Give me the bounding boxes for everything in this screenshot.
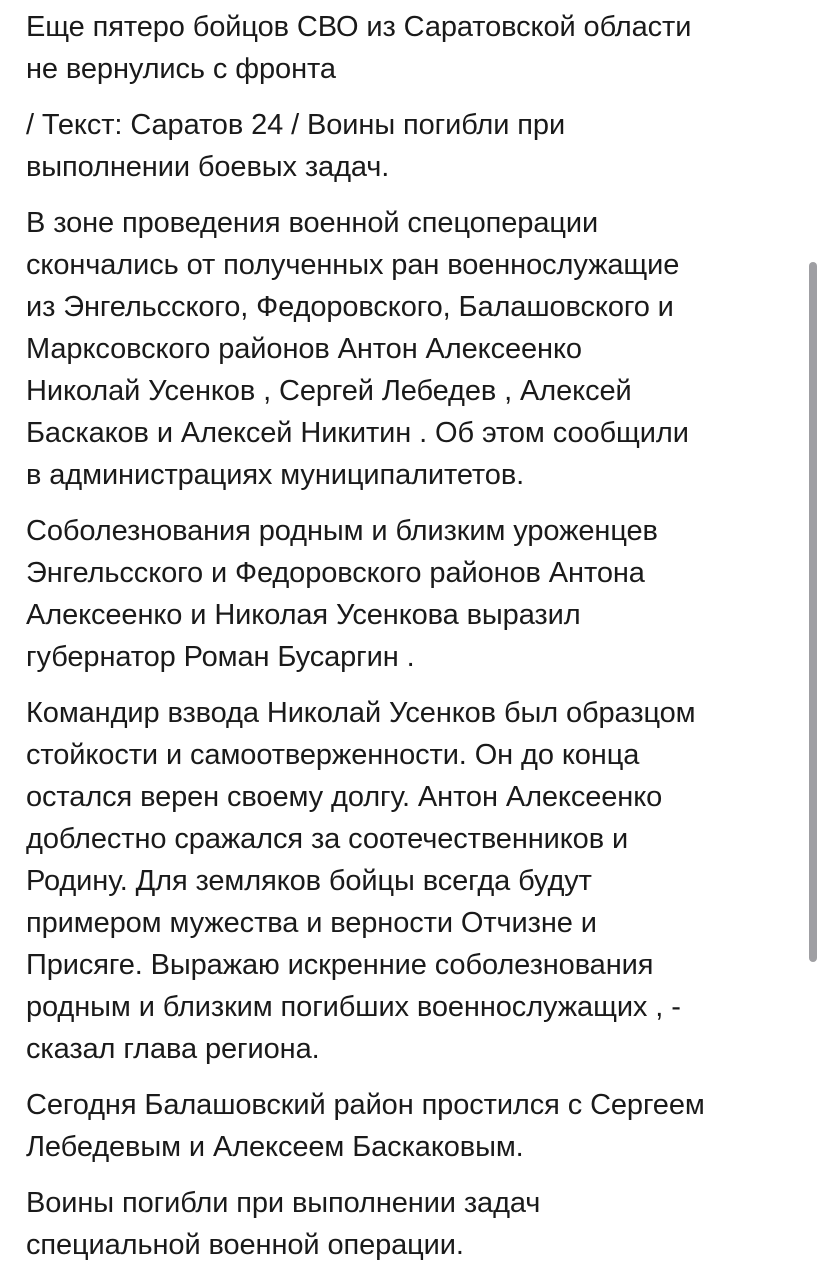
article-paragraph: В зоне проведения военной спецоперации скончались от полученных ран военнослужащие из Энгельсского, Федоровского, Балашовского и Марксовского районов Антон Алексеенко Николай Усенков , Сергей Лебедев , Алексей Баскаков и Алексей Никитин . Об этом сообщили в администрациях муниципалитетов. [26, 207, 689, 491]
vertical-scrollbar[interactable] [809, 262, 817, 962]
article-quote-paragraph: Командир взвода Николай Усенков был образцом стойкости и самоотверженности. Он до конца остался верен своему долгу. Антон Алексеенко доблестно сражался за соотечественников и Родину. Для земляков бойцы всегда будут примером мужества и верности Отчизне и Присяге. Выражаю искренние соболезнования родным и близким погибших военнослужащих , - сказал глава региона. [26, 697, 696, 1065]
article-source-line: / Текст: Саратов 24 / Воины погибли при выполнении боевых задач. [26, 109, 566, 183]
article-paragraph: Сегодня Балашовский район простился с Сергеем Лебедевым и Алексеем Баскаковым. [26, 1089, 705, 1163]
article-paragraph: Воины погибли при выполнении задач специальной военной операции. [26, 1187, 541, 1261]
article-headline: Еще пятеро бойцов СВО из Саратовской области не вернулись с фронта [26, 11, 692, 85]
article-paragraph: Соболезнования родным и близким уроженцев Энгельсского и Федоровского районов Антона Алексеенко и Николая Усенкова выразил губернатор Роман Бусаргин . [26, 515, 658, 673]
article-body [26, 6, 796, 1280]
